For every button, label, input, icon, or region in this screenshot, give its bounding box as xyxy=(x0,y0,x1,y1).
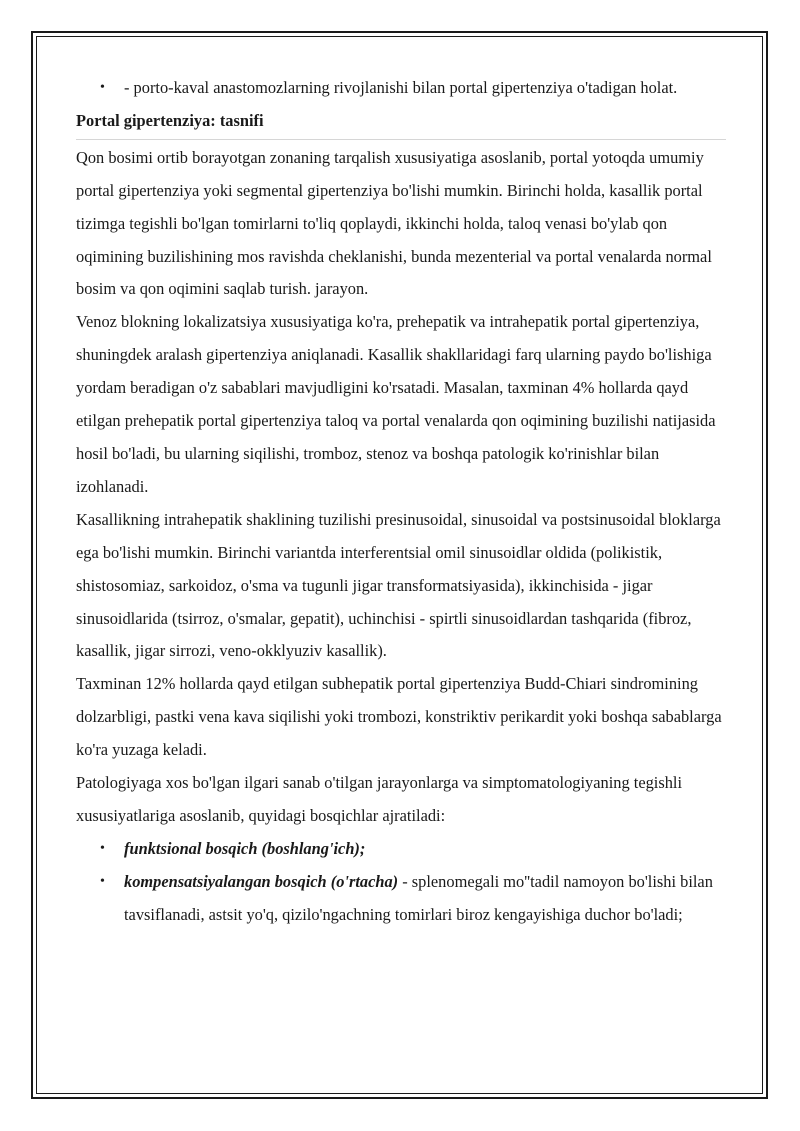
paragraph-2: Venoz blokning lokalizatsiya xususiyatiga ko'ra, prehepatik va intrahepatik portal gipertenziya, shuningdek aralash gipertenziya aniqlanadi. Kasallik shakllaridagi farq ularning paydo bo'lishiga yordam beradigan o'z sabablari mavjudligini ko'rsatadi. Masalan, taxminan 4% hollarda qayd etilgan prehepatik portal gipertenziya taloq va portal venalarda qon oqimining buzilishi natijasida hosil bo'ladi, bu ularning siqilishi, tromboz, stenoz va boshqa patologik ko'rinishlar bilan izohlanadi. xyxy=(76,312,716,496)
paragraph-3: Kasallikning intrahepatik shaklining tuzilishi presinusoidal, sinusoidal va postsinusoidal bloklarga ega bo'lishi mumkin. Birinchi variantda interferentsial omil sinusoidlar oldida (polikistik, shistosomiaz, sarkoidoz, o'sma va tugunli jigar transformatsiyasida), ikkinchisida - jigar sinusoidlarida (tsirroz, o'smalar, gepatit), uchinchisi - spirtli sinusoidlardan tashqarida (fibroz, kasallik, jigar sirrozi, veno-okklyuziv kasallik). xyxy=(76,509,721,661)
list-item-text: - porto-kaval anastomozlarning rivojlanishi bilan portal gipertenziya o'tadigan holat. xyxy=(124,78,678,97)
stages-list xyxy=(76,833,726,932)
bullet-icon: • xyxy=(100,840,105,856)
list-item xyxy=(76,72,726,105)
list-item xyxy=(76,833,726,866)
stage-description: - splenomegali mo''tadil namoyon bo'lishi bilan tavsiflanadi, astsit yo'q, qizilo'ngachning tomirlari biroz kengayishiga duchor bo'ladi; xyxy=(124,871,713,924)
stage-term: funktsional bosqich (boshlang'ich); xyxy=(124,838,366,858)
bullet-icon: • xyxy=(100,873,105,889)
paragraph-1: Qon bosimi ortib borayotgan zonaning tarqalish xususiyatiga asoslanib, portal yotoqda umumiy portal gipertenziya yoki segmental gipertenziya bo'lishi mumkin. Birinchi holda, kasallik portal tizimga tegishli bo'lgan tomirlarni to'liq qoplaydi, ikkinchi holda, taloq venasi bo'ylab qon oqimining buzilishining mos ravishda cheklanishi, bunda mezenterial va portal venalarda normal bosim va qon oqimini saqlab turish. jarayon. xyxy=(76,147,712,299)
document-body xyxy=(76,72,726,932)
list-item xyxy=(76,866,726,932)
section-heading: Portal gipertenziya: tasnifi xyxy=(76,105,726,140)
intro-list xyxy=(76,72,726,105)
stage-term: kompensatsiyalangan bosqich (o'rtacha) xyxy=(124,871,399,891)
paragraph-5: Patologiyaga xos bo'lgan ilgari sanab o'tilgan jarayonlarga va simptomatologiyaning tegishli xususiyatlariga asoslanib, quyidagi bosqichlar ajratiladi: xyxy=(76,773,683,825)
paragraph-4: Taxminan 12% hollarda qayd etilgan subhepatik portal gipertenziya Budd-Chiari sindromining dolzarbligi, pastki vena kava siqilishi yoki trombozi, konstriktiv perikardit yoki boshqa sabablarga ko'ra yuzaga keladi. xyxy=(76,674,722,760)
bullet-icon: • xyxy=(100,80,105,95)
